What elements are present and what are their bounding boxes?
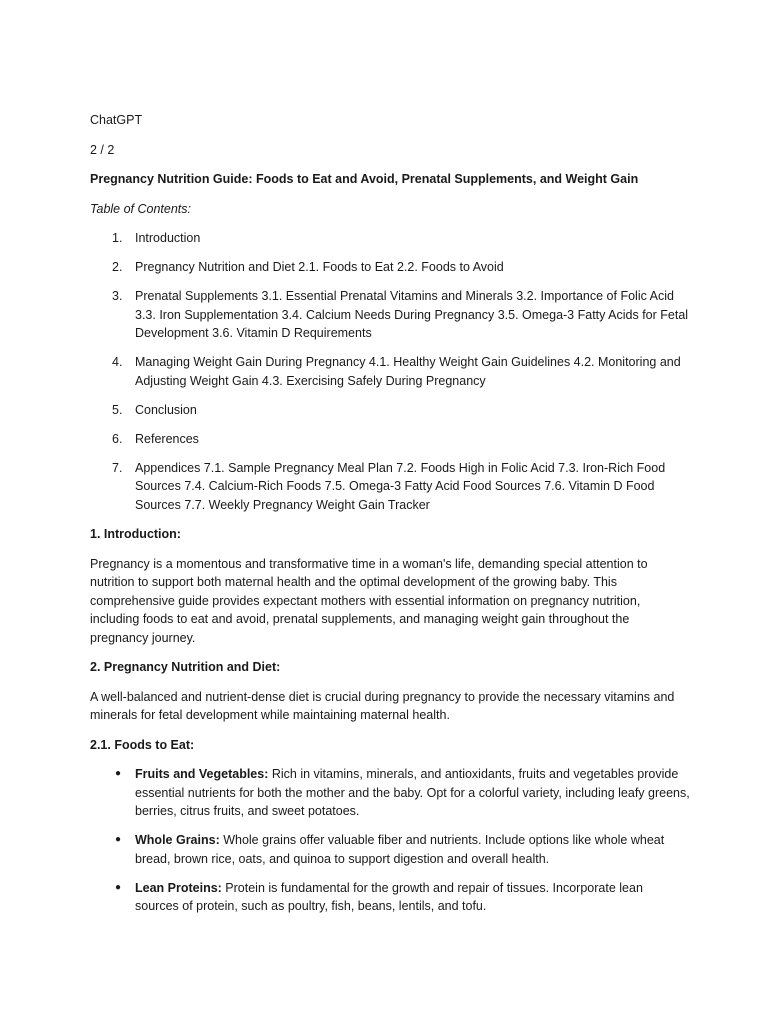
item-text: Protein is fundamental for the growth and repair of tissues. Incorporate lean sources of protein, such as poultry, fish, beans, lentils, and tofu. [135,880,643,913]
toc-item-text: Conclusion [135,402,197,417]
introduction-paragraph: Pregnancy is a momentous and transformative time in a woman's life, demanding special attention to nutrition to support both maternal health and the optimal development of the growing baby. This comprehensive guide provides expectant mothers with essential information on pregnancy nutrition, including foods to eat and avoid, prenatal supplements, and managing weight gain throughout the pregnancy journey. [90,556,648,645]
nutrition-paragraph: A well-balanced and nutrient-dense diet is crucial during pregnancy to provide the necessary vitamins and minerals for fetal development while maintaining maternal health. [90,689,675,722]
document-page [90,111,690,926]
toc-item-number: 2. [112,260,123,274]
foods-to-eat-heading: 2.1. Foods to Eat: [90,737,195,752]
table-of-contents [90,229,690,514]
toc-item-number: 6. [112,431,123,446]
toc-item-text: Managing Weight Gain During Pregnancy 4.1. Healthy Weight Gain Guidelines 4.2. Monitoring and Adjusting Weight Gain 4.3. Exercising Safely During Pregnancy [135,355,681,388]
toc-item [90,401,690,420]
toc-item-number: 4. [112,355,123,369]
bullet-icon: ● [115,834,122,845]
document-title: Pregnancy Nutrition Guide: Foods to Eat and Avoid, Prenatal Supplements, and Weight Gain [90,172,639,186]
toc-item-text: References [135,431,199,446]
toc-item [90,258,690,277]
item-term: Whole Grains: [135,833,220,847]
toc-item [90,353,690,390]
item-term: Fruits and Vegetables: [135,767,269,781]
bullet-icon: ● [115,881,122,893]
item-text: Whole grains offer valuable fiber and nutrients. Include options like whole wheat bread, brown rice, oats, and quinoa to support digestion and overall health. [135,833,665,866]
source-label: ChatGPT [90,113,143,127]
toc-item-text: Pregnancy Nutrition and Diet 2.1. Foods to Eat 2.2. Foods to Avoid [135,260,504,274]
toc-item-number: 3. [112,289,123,303]
list-item [90,765,690,821]
foods-to-eat-list [90,765,690,916]
toc-item-text: Prenatal Supplements 3.1. Essential Prenatal Vitamins and Minerals 3.2. Importance of Folic Acid 3.3. Iron Supplementation 3.4. Calcium Needs During Pregnancy 3.5. Omega-3 Fatty Acids for Fetal Development 3.6. Vitamin D Requirements [135,289,689,340]
toc-item-text: Appendices 7.1. Sample Pregnancy Meal Plan 7.2. Foods High in Folic Acid 7.3. Iron-Rich Food Sources 7.4. Calcium-Rich Foods 7.5. Omega-3 Fatty Acid Food Sources 7.6. Vitamin D Food Sources 7.7. Weekly Pregnancy Weight Gain Tracker [135,460,666,512]
toc-item-number: 1. [112,231,123,245]
nutrition-heading: 2. Pregnancy Nutrition and Diet: [90,660,281,674]
toc-item-number: 7. [112,460,123,475]
toc-item-text: Introduction [135,231,201,245]
toc-item-number: 5. [112,402,123,417]
list-item [90,879,690,916]
toc-heading: Table of Contents: [90,201,191,216]
toc-item [90,430,690,449]
toc-item [90,229,690,248]
toc-item [90,459,690,515]
toc-item [90,287,690,343]
list-item [90,831,690,868]
introduction-heading: 1. Introduction: [90,527,181,541]
bullet-icon: ● [115,768,122,779]
item-text: Rich in vitamins, minerals, and antioxidants, fruits and vegetables provide essential nutrients for both the mother and the baby. Opt for a colorful variety, including leafy greens, berries, citrus fruits, and sweet potatoes. [135,767,690,818]
item-term: Lean Proteins: [135,880,222,895]
page-indicator: 2 / 2 [90,142,115,157]
